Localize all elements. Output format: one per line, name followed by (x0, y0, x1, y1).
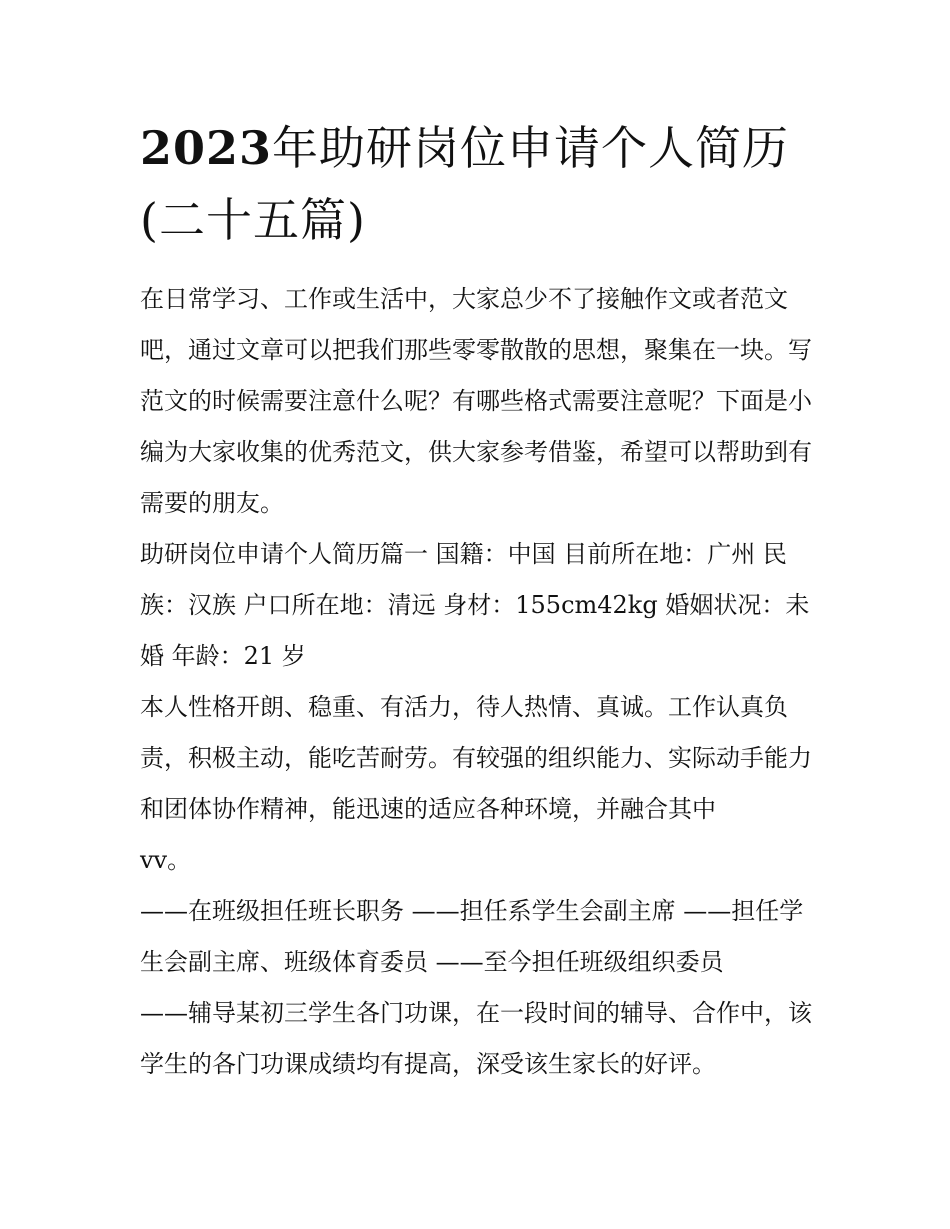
title-text: 年助研岗位申请个人简历(二十五篇) (140, 121, 790, 247)
intro-paragraph: 在日常学习、工作或生活中，大家总少不了接触作文或者范文吧，通过文章可以把我们那些零零散散的思想，聚集在一块。写范文的时候需要注意什么呢？有哪些格式需要注意呢？下面是小编为大家收集的优秀范文，供大家参考借鉴，希望可以帮助到有需要的朋友。 (140, 285, 812, 517)
tutoring-paragraph: ——辅导某初三学生各门功课，在一段时间的辅导、合作中，该学生的各门功课成绩均有提高，深受该生家长的好评。 (140, 999, 812, 1078)
personal-info-paragraph: 助研岗位申请个人简历篇一 国籍：中国 目前所在地：广州 民族：汉族 户口所在地：清远 身材：155cm42kg 婚姻状况：未婚 年龄：21 岁 (140, 540, 810, 670)
title-year: 2023 (140, 121, 273, 175)
positions-paragraph: ——在班级担任班长职务 ——担任系学生会副主席 ——担任学生会副主席、班级体育委员 ——至今担任班级组织委员 (140, 897, 804, 976)
document-title (140, 112, 820, 256)
document-body (140, 112, 820, 1090)
self-evaluation-paragraph: 本人性格开朗、稳重、有活力，待人热情、真诚。工作认真负责，积极主动，能吃苦耐劳。有较强的组织能力、实际动手能力和团体协作精神，能迅速的适应各种环境，并融合其中 vv。 (140, 693, 812, 874)
